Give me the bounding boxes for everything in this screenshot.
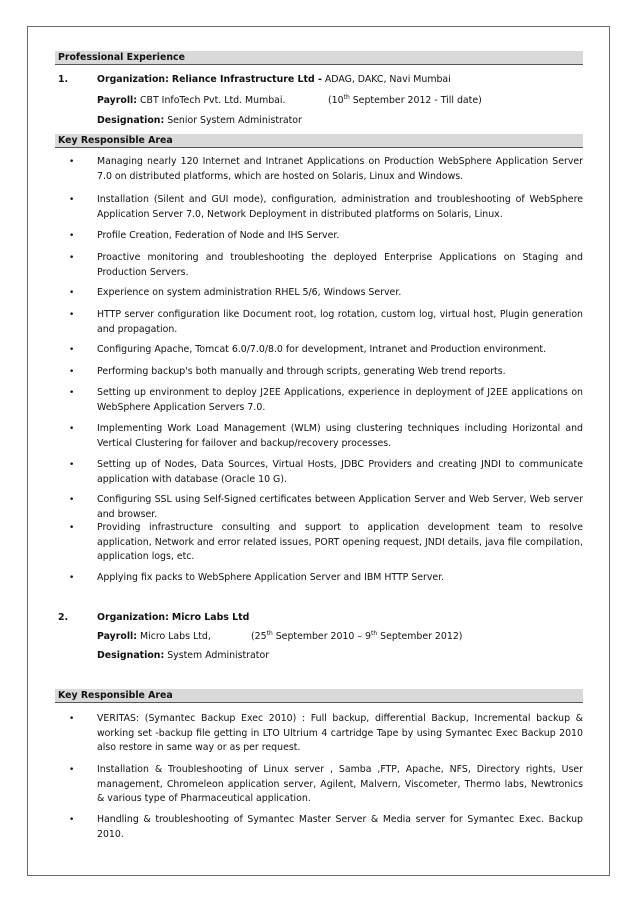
org2-designation-label: Designation: bbox=[97, 650, 165, 661]
org2-org-label: Organization: bbox=[97, 612, 169, 623]
kra1-item-text: Experience on system administration RHEL 5/6, Windows Server. bbox=[97, 287, 402, 298]
org1-date-sup: th bbox=[343, 94, 350, 101]
kra1-item-text: Setting up environment to deploy J2EE Applications, experience in deployment of J2EE applications on WebSphere Application Servers 7.0. bbox=[97, 387, 583, 413]
bullet-icon: • bbox=[69, 495, 75, 505]
bullet-icon: • bbox=[69, 253, 75, 263]
kra1-item-text: Setting up of Nodes, Data Sources, Virtual Hosts, JDBC Providers and creating JNDI to communicate application with database (Oracle 10 G). bbox=[97, 459, 583, 485]
kra1-item-text: Performing backup's both manually and through scripts, generating Web trend reports. bbox=[97, 366, 506, 377]
kra1-item-text: Profile Creation, Federation of Node and IHS Server. bbox=[97, 230, 340, 241]
section-title-key-responsible-area-2: Key Responsible Area bbox=[55, 689, 583, 703]
org2-date-rest: September 2012) bbox=[377, 631, 463, 642]
org1-org-name: Reliance Infrastructure Ltd - bbox=[171, 74, 322, 85]
bullet-icon: • bbox=[69, 367, 75, 377]
org1-date-rest: September 2012 - Till date) bbox=[349, 95, 482, 106]
section-title-key-responsible-area-1: Key Responsible Area bbox=[55, 134, 583, 148]
kra1-item-text: Installation (Silent and GUI mode), configuration, administration and troubleshooting of WebSphere Application Server 7.0, Network Deployment in distributed platforms on Solaris, Linux. bbox=[97, 194, 583, 220]
kra1-item-text: Providing infrastructure consulting and support to application development team to resolve application, Network and error related issues, PORT opening request, JNDI details, java file compilation, application logs, etc. bbox=[97, 522, 583, 563]
bullet-icon: • bbox=[69, 424, 75, 434]
org1-designation-label: Designation: bbox=[97, 115, 165, 126]
org1-date-range bbox=[328, 95, 482, 107]
kra1-item-text: Managing nearly 120 Internet and Intranet Applications on Production WebSphere Application Server 7.0 on distributed platforms, which are hosted on Solaris, Linux and Windows. bbox=[97, 156, 583, 182]
bullet-icon: • bbox=[69, 388, 75, 398]
bullet-icon: • bbox=[69, 523, 75, 533]
org2-payroll-label: Payroll: bbox=[97, 631, 138, 642]
bullet-icon: • bbox=[69, 157, 75, 167]
bullet-icon: • bbox=[69, 714, 75, 724]
bullet-icon: • bbox=[69, 310, 75, 320]
org2-date-sup-end: th bbox=[371, 630, 378, 637]
org2-designation-value: System Administrator bbox=[167, 650, 270, 661]
org1-payroll-value: CBT InfoTech Pvt. Ltd. Mumbai. bbox=[140, 95, 286, 106]
bullet-icon: • bbox=[69, 815, 75, 825]
org2-designation-line bbox=[97, 650, 269, 662]
org2-date-mid: September 2010 – 9 bbox=[272, 631, 371, 642]
kra1-item-text: Configuring Apache, Tomcat 6.0/7.0/8.0 for development, Intranet and Production environment. bbox=[97, 344, 547, 355]
bullet-icon: • bbox=[69, 231, 75, 241]
section-title-professional-experience: Professional Experience bbox=[55, 51, 583, 65]
bullet-icon: • bbox=[69, 460, 75, 470]
kra1-item-text: Applying fix packs to WebSphere Application Server and IBM HTTP Server. bbox=[97, 572, 445, 583]
org2-date-open: (25 bbox=[251, 631, 267, 642]
bullet-icon: • bbox=[69, 345, 75, 355]
org2-payroll-line bbox=[97, 631, 211, 643]
org2-number: 2. bbox=[58, 612, 69, 623]
kra2-item-text: Handling & troubleshooting of Symantec Master Server & Media server for Symantec Exec. Backup 2010. bbox=[97, 814, 583, 840]
org1-designation-line bbox=[97, 115, 302, 127]
org2-date-range bbox=[251, 631, 462, 643]
org1-org-location: ADAG, DAKC, Navi Mumbai bbox=[324, 74, 451, 85]
kra1-item-text: Proactive monitoring and troubleshooting the deployed Enterprise Applications on Staging and Production Servers. bbox=[97, 252, 583, 278]
kra1-item-text: Configuring SSL using Self-Signed certificates between Application Server and Web Server, Web server and browser. bbox=[97, 494, 583, 520]
org1-number: 1. bbox=[58, 74, 69, 85]
kra2-item-text: VERITAS: (Symantec Backup Exec 2010) : Full backup, differential Backup, Incremental backup & working set -backup file getting in LTO Ultrium 4 cartridge Tape by using Symantec Exec Backup 2010 also restore in same way or as per request. bbox=[97, 713, 583, 754]
bullet-icon: • bbox=[69, 573, 75, 583]
bullet-icon: • bbox=[69, 765, 75, 775]
org2-payroll-value: Micro Labs Ltd, bbox=[140, 631, 211, 642]
org2-organization-line bbox=[97, 612, 249, 624]
org1-designation-value: Senior System Administrator bbox=[167, 115, 302, 126]
org1-organization-line bbox=[97, 74, 451, 86]
org2-org-name: Micro Labs Ltd bbox=[171, 612, 250, 623]
org1-date-open: (10 bbox=[328, 95, 344, 106]
org1-payroll-label: Payroll: bbox=[97, 95, 138, 106]
org2-date-sup-start: th bbox=[266, 630, 273, 637]
org1-org-label: Organization: bbox=[97, 74, 169, 85]
kra1-item-text: Implementing Work Load Management (WLM) using clustering techniques including Horizontal and Vertical Clustering for failover and backup/recovery processes. bbox=[97, 423, 583, 449]
kra1-item-text: HTTP server configuration like Document root, log rotation, custom log, virtual host, Plugin generation and propagation. bbox=[97, 309, 583, 335]
kra2-item-text: Installation & Troubleshooting of Linux server , Samba ,FTP, Apache, NFS, Directory rights, User management, Chromeleon application server, Agilent, Malvern, Viscometer, Thermo labs, Newtronics & various type of Pharmaceutical application. bbox=[97, 764, 583, 805]
org1-payroll-line bbox=[97, 95, 286, 107]
bullet-icon: • bbox=[69, 195, 75, 205]
bullet-icon: • bbox=[69, 288, 75, 298]
